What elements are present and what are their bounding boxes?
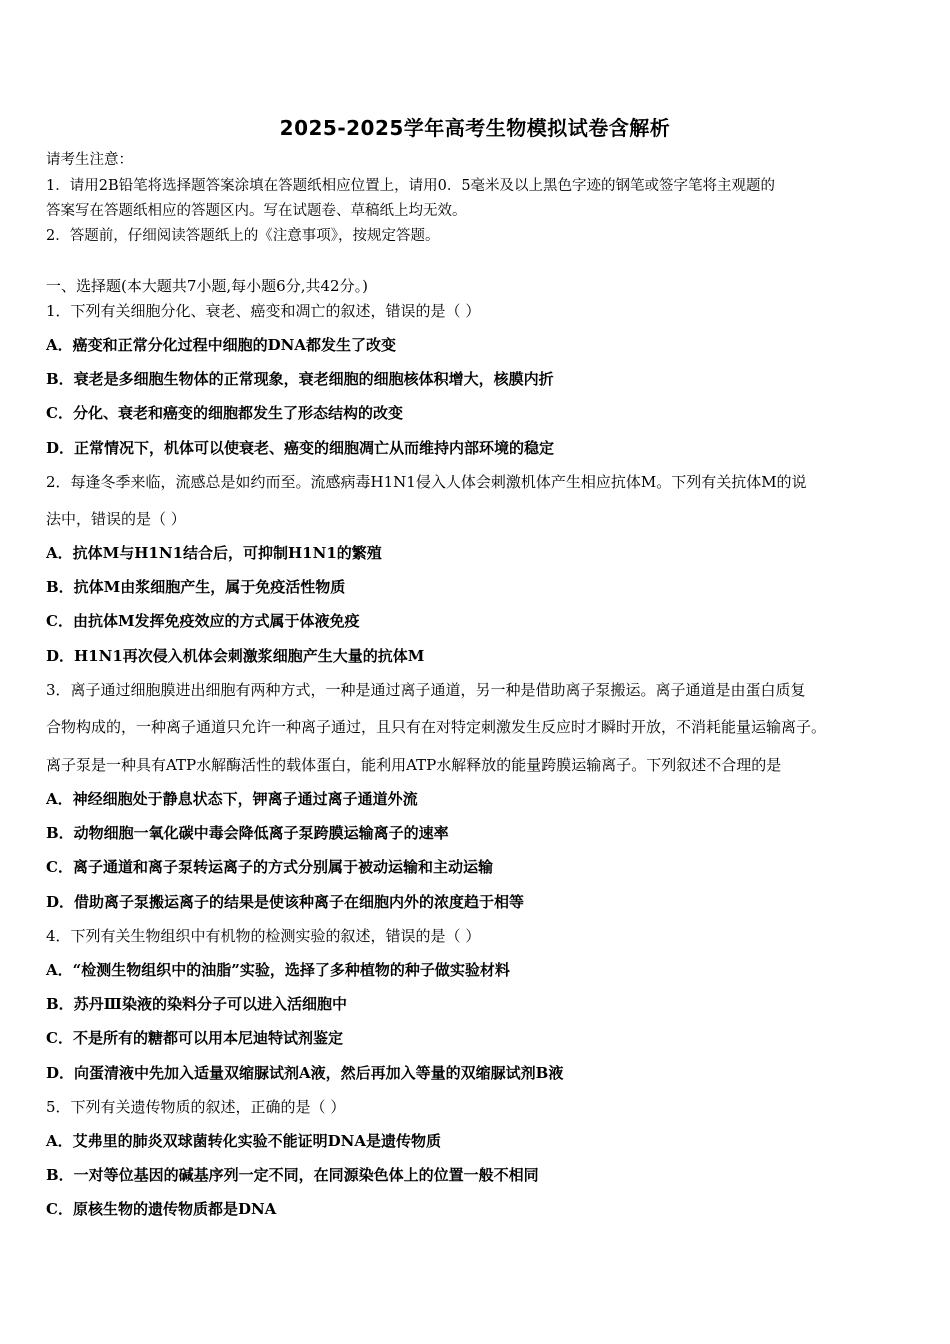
question-2-stem: 2．每逢冬季来临，流感总是如约而至。流感病毒H1N1侵入人体会刺激机体产生相应抗体M。下列有关抗体M的说 [46, 473, 807, 491]
notice-line: 2．答题前，仔细阅读答题纸上的《注意事项》，按规定答题。 [46, 228, 440, 244]
question-3-stem: 离子泵是一种具有ATP水解酶活性的载体蛋白，能利用ATP水解释放的能量跨膜运输离子。下列叙述不合理的是 [46, 756, 782, 774]
question-1-option-d: D．正常情况下，机体可以使衰老、癌变的细胞凋亡从而维持内部环境的稳定 [46, 439, 555, 457]
question-5-option-b: B．一对等位基因的碱基序列一定不同，在同源染色体上的位置一般不相同 [46, 1166, 539, 1184]
question-3-stem: 3．离子通过细胞膜进出细胞有两种方式，一种是通过离子通道，另一种是借助离子泵搬运。离子通道是由蛋白质复 [46, 681, 806, 699]
question-3-option-a: A．神经细胞处于静息状态下，钾离子通过离子通道外流 [46, 790, 418, 808]
question-2-option-c: C．由抗体M发挥免疫效应的方式属于体液免疫 [46, 612, 360, 630]
question-1-option-c: C．分化、衰老和癌变的细胞都发生了形态结构的改变 [46, 404, 403, 422]
question-2-option-d: D．H1N1再次侵入机体会刺激浆细胞产生大量的抗体M [46, 647, 425, 665]
notice-heading: 请考生注意： [46, 152, 133, 168]
question-1-option-a: A．癌变和正常分化过程中细胞的DNA都发生了改变 [46, 336, 396, 354]
question-1-option-b: B．衰老是多细胞生物体的正常现象，衰老细胞的细胞核体积增大，核膜内折 [46, 370, 554, 388]
question-1-stem: 1．下列有关细胞分化、衰老、癌变和凋亡的叙述，错误的是（ ） [46, 302, 481, 320]
question-3-stem: 合物构成的，一种离子通道只允许一种离子通过，且只有在对特定刺激发生反应时才瞬时开放，不消耗能量运输离子。 [46, 718, 827, 736]
question-3-option-c: C．离子通道和离子泵转运离子的方式分别属于被动运输和主动运输 [46, 858, 493, 876]
question-4-option-d: D．向蛋清液中先加入适量双缩脲试剂A液，然后再加入等量的双缩脲试剂B液 [46, 1064, 564, 1082]
notice-line: 1．请用2B铅笔将选择题答案涂填在答题纸相应位置上，请用0．5毫米及以上黑色字迹的钢笔或签字笔将主观题的 [46, 178, 776, 194]
section-heading: 一、选择题(本大题共7小题,每小题6分,共42分。) [46, 277, 368, 295]
question-5-option-c: C．原核生物的遗传物质都是DNA [46, 1200, 277, 1218]
question-3-option-b: B．动物细胞一氧化碳中毒会降低离子泵跨膜运输离子的速率 [46, 824, 449, 842]
question-4-option-b: B．苏丹Ⅲ染液的染料分子可以进入活细胞中 [46, 995, 347, 1013]
question-2-option-b: B．抗体M由浆细胞产生，属于免疫活性物质 [46, 578, 346, 596]
question-2-stem: 法中，错误的是（ ） [46, 510, 186, 528]
page-title: 2025-2025学年高考生物模拟试卷含解析 [279, 116, 671, 140]
question-4-stem: 4．下列有关生物组织中有机物的检测实验的叙述，错误的是（ ） [46, 927, 481, 945]
question-3-option-d: D．借助离子泵搬运离子的结果是使该种离子在细胞内外的浓度趋于相等 [46, 893, 525, 911]
question-4-option-c: C．不是所有的糖都可以用本尼迪特试剂鉴定 [46, 1029, 343, 1047]
question-2-option-a: A．抗体M与H1N1结合后，可抑制H1N1的繁殖 [46, 544, 382, 562]
question-5-option-a: A．艾弗里的肺炎双球菌转化实验不能证明DNA是遗传物质 [46, 1132, 441, 1150]
question-5-stem: 5．下列有关遗传物质的叙述，正确的是（ ） [46, 1098, 346, 1116]
notice-line: 答案写在答题纸相应的答题区内。写在试题卷、草稿纸上均无效。 [46, 203, 467, 219]
question-4-option-a: A．“检测生物组织中的油脂”实验，选择了多种植物的种子做实验材料 [46, 961, 510, 979]
